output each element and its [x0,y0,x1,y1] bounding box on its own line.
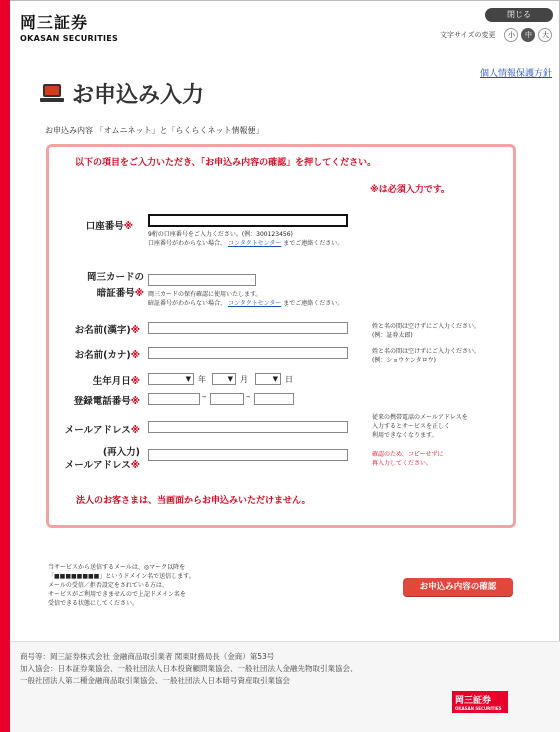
footer [10,641,560,732]
phone-part1-input[interactable] [148,393,200,405]
chevron-down-icon: ▼ [272,375,278,383]
font-size-label: 文字サイズの変更 [440,31,496,39]
required-note: ※は必須入力です。 [370,185,451,195]
email-confirm-label: (再入力) メールアドレス※ [64,447,140,471]
logo-name-en: OKASAN SECURITIES [20,34,119,43]
confirm-application-button[interactable]: お申込み内容の確認 [403,578,513,596]
chevron-down-icon: ▼ [185,375,191,383]
phone-label: 登録電話番号※ [73,396,140,407]
footer-company-info: 商号等：岡三証券株式会社 金融商品取引業者 関東財務局長（金商）第53号 加入協会：日本証券業協会、一般社団法人日本投資顧問業協会、一般社団法人金融先物取引業協会、 一般社団法人第二種金融商品取引業協会、一般社団法人日本暗号資産取引業協会 [20,652,358,685]
name-kana-input[interactable] [148,347,348,359]
card-pin-note: 岡三カードの保有確認に使用いたします。 暗証番号がわからない場合、 コンタクトセンター までご連絡ください。 [148,291,344,307]
phone-separator-1: – [202,392,207,402]
contact-center-link[interactable]: コンタクトセンター [227,240,282,247]
close-button[interactable]: 閉じる [485,8,553,22]
privacy-policy-link[interactable]: 個人情報保護方針 [480,69,553,79]
email-hint: 従来の携帯電話のメールアドレスを 入力するとサービスを正しく 利用できなくなります。 [372,414,468,439]
email-confirm-hint: 確認のため、コピーせずに 再入力してください。 [372,451,444,467]
birth-year-select[interactable] [148,373,194,385]
logo-name-jp: 岡三証券 [20,13,89,32]
account-number-input[interactable] [148,214,348,227]
year-unit: 年 [198,375,206,384]
month-unit: 月 [240,375,248,384]
name-kanji-label: お名前(漢字)※ [74,325,140,336]
phone-separator-2: – [246,392,251,402]
corner-logo [0,0,10,24]
contact-center-link-2[interactable]: コンタクトセンター [227,300,282,307]
font-size-switcher [440,28,552,42]
brand-left-bar [0,0,10,732]
email-domain-footnote: 当サービスから送信するメールは、◎マーク以降を 「■■■■■■■■」というドメイン名で送信します。 メールの受信／拒否設定をされている方は、 サービスがご利用できませんので上記ドメイン名を 受信できる状態にしてください。 [48,564,195,607]
page-title: お申込み入力 [72,83,205,108]
account-number-label: 口座番号※ [85,221,133,232]
chevron-down-icon: ▼ [227,375,233,383]
birth-month-select[interactable] [212,373,236,385]
name-kanji-hint: 姓と名の間は空けずにご入力ください。 (例：証券太郎) [372,323,481,339]
day-unit: 日 [285,375,293,384]
birth-day-select[interactable] [255,373,281,385]
font-size-small-button[interactable]: 小 [504,28,518,42]
name-kana-hint: 姓と名の間は空けずにご入力ください。 (例：ショウケンタロウ) [372,348,481,364]
email-label: メールアドレス※ [64,425,140,436]
name-kanji-input[interactable] [148,322,348,334]
page-title-block [40,78,204,109]
birthdate-label: 生年月日※ [92,376,140,387]
header-logo [20,10,118,43]
computer-icon [40,84,64,104]
name-kana-label: お名前(カナ)※ [74,350,140,361]
form-instruction: 以下の項目をご入力いただき、「お申込み内容の確認」を押してください。 [75,158,377,168]
email-confirm-input[interactable] [148,449,348,461]
account-number-note: 9桁の口座番号をご入力ください。(例：300123456) 口座番号がわからない場合、 コンタクトセンター までご連絡ください。 [148,231,344,247]
email-input[interactable] [148,421,348,433]
card-pin-label: 岡三カードの 暗証番号※ [86,272,144,299]
font-size-medium-button[interactable]: 中 [521,28,535,42]
phone-part3-input[interactable] [254,393,294,405]
font-size-large-button[interactable]: 大 [538,28,552,42]
card-pin-input[interactable] [148,274,256,286]
application-content-label: お申込み内容 「オムニネット」と「らくらくネット情報便」 [45,126,264,135]
phone-part2-input[interactable] [210,393,244,405]
footer-logo: 岡三証券 OKASAN SECURITIES [452,691,508,713]
corporate-note: 法人のお客さまは、当画面からお申込みいただけません。 [76,496,311,506]
